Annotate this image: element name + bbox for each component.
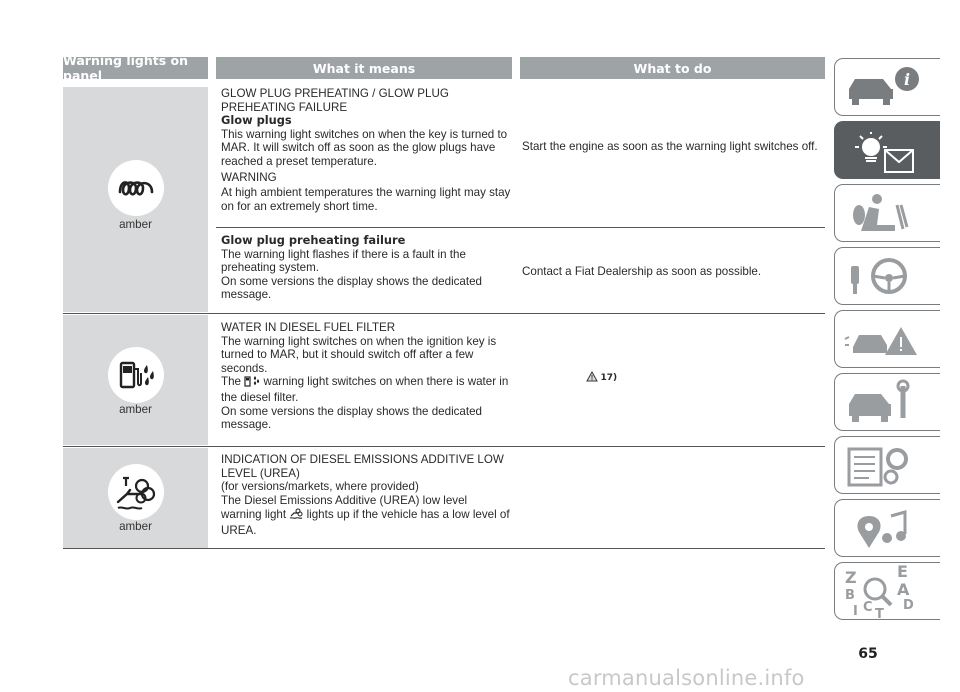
car-info-icon	[835, 59, 941, 117]
header-what-it-means: What it means	[216, 57, 512, 79]
water-in-fuel-inline-icon	[244, 375, 260, 391]
glow-plugs-heading: Glow plugs	[221, 113, 292, 128]
tab-warning-lights[interactable]	[834, 121, 940, 179]
key-steering-wheel-icon	[835, 248, 941, 306]
glow-plugs-text: This warning light switches on when the key is turned to MAR. It will switch off as soon as the glow plugs have reached a preset temperature.	[221, 127, 508, 168]
urea-versions-note: (for versions/markets, where provided)	[221, 480, 419, 494]
row-divider	[63, 313, 825, 314]
water-in-fuel-description	[221, 321, 511, 432]
lamp-color-label: amber	[119, 403, 152, 416]
tab-car-info[interactable]	[834, 58, 940, 116]
lamp-color-label: amber	[119, 218, 152, 231]
water-in-fuel-display-text: On some versions the display shows the dedicated message.	[221, 404, 483, 432]
page-number: 65	[858, 646, 878, 662]
tab-index[interactable]	[834, 562, 940, 620]
alphabetical-index-icon	[835, 563, 941, 621]
urea-description	[221, 453, 511, 538]
diesel-emissions-additive-icon	[108, 464, 164, 520]
row-divider	[216, 227, 825, 228]
music-pin-icon	[835, 500, 941, 558]
warning-text: At high ambient temperatures the warning light may stay on for an extremely short time.	[221, 186, 511, 213]
index-letter: Z	[845, 568, 857, 587]
caution-triangle-icon	[586, 371, 598, 387]
tab-technical-data[interactable]	[834, 436, 940, 494]
tab-starting-driving[interactable]	[834, 247, 940, 305]
header-warning-lights: Warning lights on panel	[63, 57, 208, 79]
water-in-fuel-text: The warning light switches on when the ignition key is turned to MAR, but it should switch off after a few seconds.	[221, 334, 497, 375]
preheating-failure-description	[221, 234, 511, 302]
preheating-failure-heading: Glow plug preheating failure	[221, 233, 406, 247]
header-what-to-do: What to do	[520, 57, 825, 79]
index-letter: A	[897, 580, 910, 599]
reference-number: 17)	[600, 373, 618, 383]
glow-plug-coil-icon	[108, 160, 164, 216]
water-in-fuel-text-2: The warning light switches on when there is water in the diesel filter.	[221, 375, 509, 404]
data-settings-icon	[835, 437, 941, 495]
car-accident-icon	[835, 311, 941, 369]
index-letter: D	[903, 598, 914, 613]
warning-light-message-icon	[835, 122, 941, 180]
urea-text: The Diesel Emissions Additive (UREA) low level	[221, 493, 468, 507]
index-letter: B	[845, 588, 855, 603]
index-letter: T	[875, 607, 884, 621]
index-letter: I	[853, 604, 858, 619]
tab-safety[interactable]	[834, 184, 940, 242]
urea-text-2: warning light lights up if the vehicle has a low level of UREA.	[221, 508, 510, 537]
tab-multimedia[interactable]	[834, 499, 940, 557]
watermark: carmanualsonline.info	[568, 666, 805, 690]
row-divider	[63, 548, 825, 549]
airbag-seat-icon	[835, 185, 941, 243]
water-in-fuel-icon	[108, 347, 164, 403]
warning-heading: WARNING	[221, 170, 277, 184]
glow-plug-action: Start the engine as soon as the warning light switches off.	[522, 140, 818, 153]
tab-maintenance[interactable]	[834, 373, 940, 431]
preheating-display-text: On some versions the display shows the dedicated message.	[221, 274, 483, 302]
urea-inline-icon	[289, 507, 303, 524]
urea-title: INDICATION OF DIESEL EMISSIONS ADDITIVE LOW LEVEL (UREA)	[221, 453, 504, 480]
svg-text:i: i	[903, 70, 911, 89]
index-letter: E	[897, 563, 908, 581]
glow-plug-title: GLOW PLUG PREHEATING / GLOW PLUG PREHEATING FAILURE	[221, 87, 449, 114]
tab-emergency[interactable]	[834, 310, 940, 368]
water-in-fuel-title: WATER IN DIESEL FUEL FILTER	[221, 321, 396, 334]
lamp-color-label: amber	[119, 520, 152, 533]
preheating-failure-text: The warning light flashes if there is a fault in the preheating system.	[221, 247, 466, 275]
car-wrench-icon	[835, 374, 941, 432]
glow-plug-description	[221, 87, 511, 213]
row-divider	[63, 446, 825, 447]
preheating-failure-action: Contact a Fiat Dealership as soon as possible.	[522, 265, 762, 278]
index-letter: C	[863, 600, 873, 615]
